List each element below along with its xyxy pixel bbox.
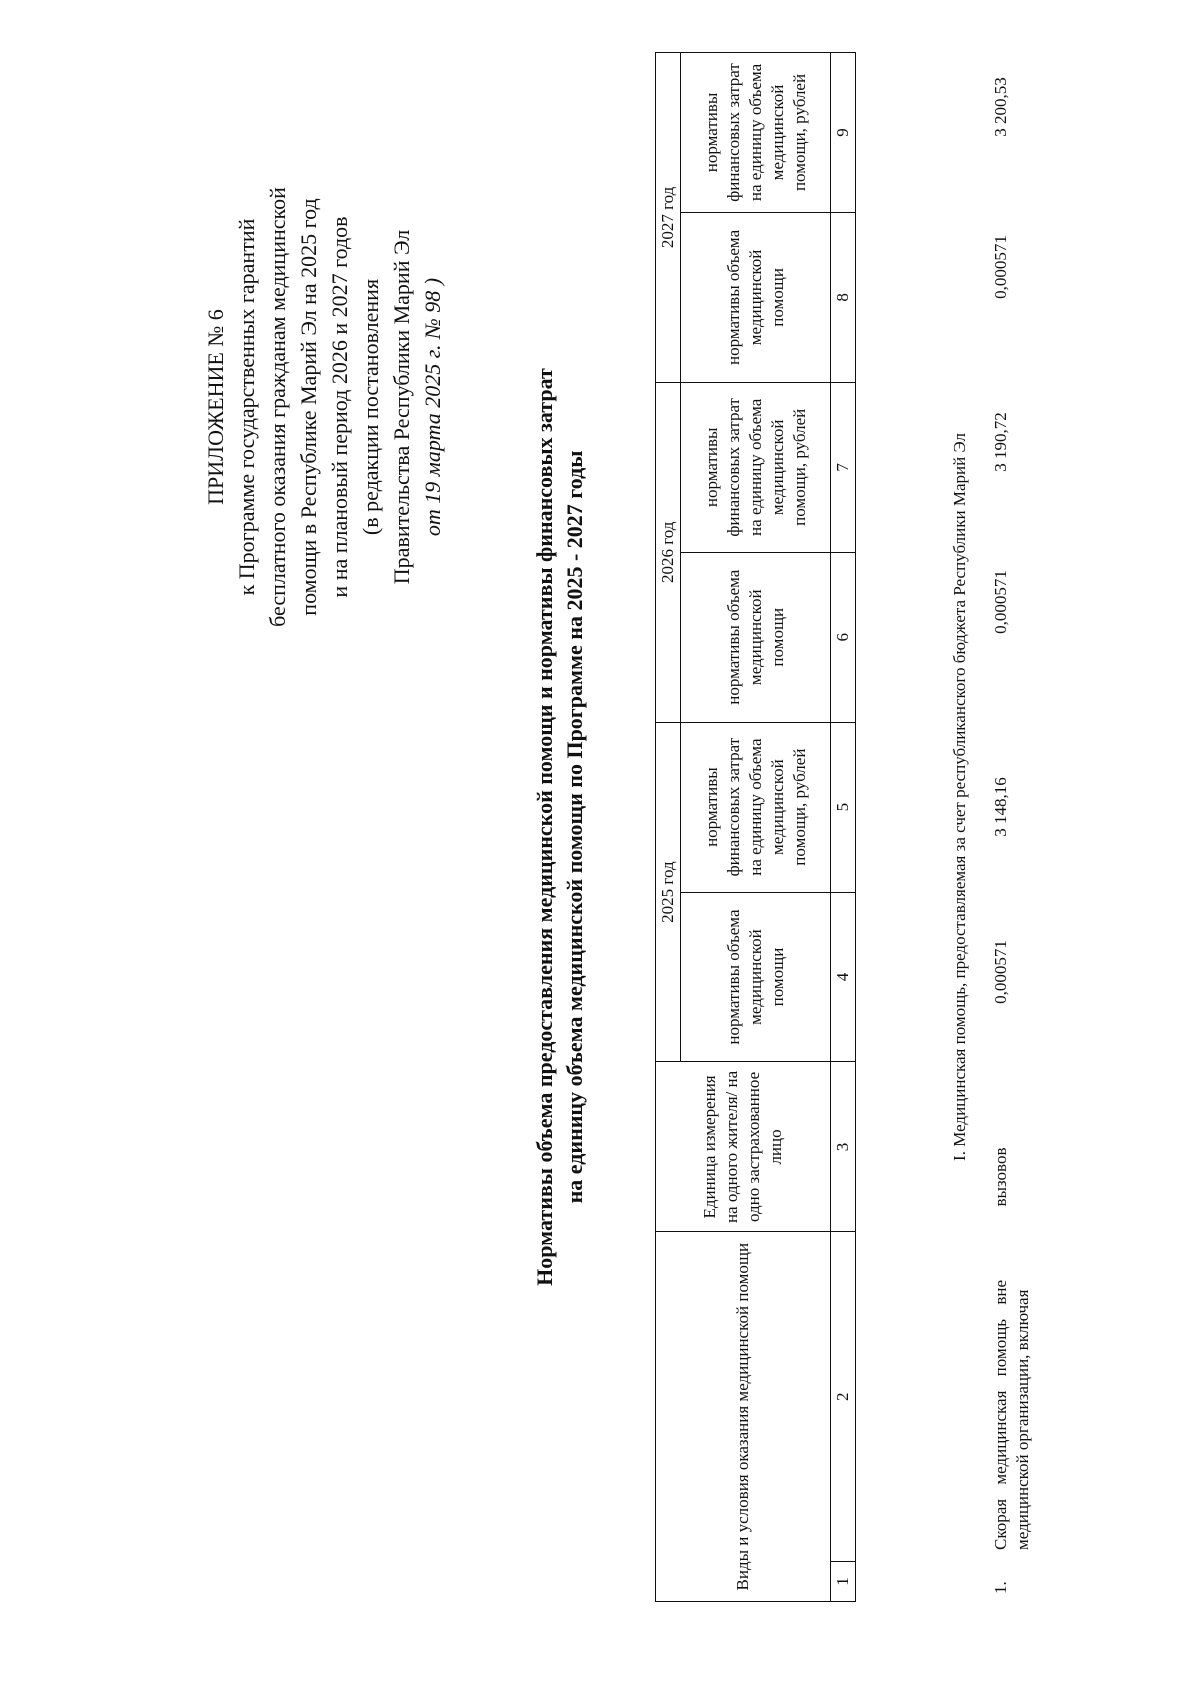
row-2027-volume: 0,000571	[991, 235, 1010, 299]
header-volume-2025: нормативы объема медицинской помощи	[681, 892, 831, 1062]
column-number: 3	[831, 1062, 856, 1232]
appendix-line: к Программе государственных гарантий	[234, 218, 259, 596]
row-2025-cost: 3 148,16	[991, 777, 1010, 837]
header-unit-cell	[656, 1062, 831, 1232]
column-number: 9	[831, 53, 856, 213]
appendix-date-line: от 19 марта 2025 г. № 98 )	[420, 277, 445, 537]
section-title: I. Медицинская помощь, предоставляемая за счет республиканского бюджета Республики Марий Эл	[950, 433, 969, 1161]
row-number: 1.	[991, 1581, 1010, 1594]
appendix-line: (в редакции постановления	[358, 278, 383, 536]
column-number: 2	[831, 1232, 856, 1562]
appendix-header	[200, 97, 448, 717]
header-year-2025: 2025 год	[656, 722, 681, 1062]
row-2026-cost: 3 190,72	[991, 412, 1010, 472]
row-2027-cost: 3 200,53	[991, 77, 1010, 137]
title-line-2: на единицу объема медицинской помощи по Программе на 2025 - 2027 годы	[562, 450, 587, 1204]
appendix-line: Правительства Республики Марий Эл	[389, 229, 414, 585]
header-cost-2026: нормативы финансовых затрат на единицу объема медицинской помощи, рублей	[681, 382, 831, 552]
appendix-line: и на плановый период 2026 и 2027 годов	[327, 216, 352, 598]
header-year-2027: 2027 год	[656, 53, 681, 383]
header-volume-2027: нормативы объема медицинской помощи	[681, 212, 831, 382]
column-number: 4	[831, 892, 856, 1062]
row-unit: вызовов	[991, 1147, 1010, 1207]
header-kind-cell	[656, 1232, 831, 1602]
header-cost-2025: нормативы финансовых затрат на единицу объема медицинской помощи, рублей	[681, 722, 831, 892]
column-number: 7	[831, 382, 856, 552]
norms-table	[655, 52, 856, 1602]
appendix-line: помощи в Республике Марий Эл на 2025 год	[296, 198, 321, 616]
column-number: 5	[831, 722, 856, 892]
column-numbers-row	[831, 53, 856, 1602]
row-2026-volume: 0,000571	[991, 570, 1010, 634]
header-volume-2026: нормативы объема медицинской помощи	[681, 552, 831, 722]
header-unit: Единица измерения на одного жителя/ на одно застрахованное лицо	[700, 1070, 785, 1224]
column-number: 1	[831, 1562, 856, 1602]
header-cost-2027: нормативы финансовых затрат на единицу объема медицинской помощи, рублей	[681, 53, 831, 213]
column-number: 8	[831, 212, 856, 382]
row-name: Скорая медицинская помощь вне медицинской организации, включая	[991, 1280, 1032, 1550]
document-title	[530, 37, 590, 1617]
row-2025-volume: 0,000571	[991, 940, 1010, 1004]
column-number: 6	[831, 552, 856, 722]
header-year-2026: 2026 год	[656, 382, 681, 722]
header-kind: Виды и условия оказания медицинской помощи	[733, 1242, 752, 1591]
appendix-line: бесплатного оказания гражданам медицинской	[265, 187, 290, 627]
title-line-1: Нормативы объема предоставления медицинской помощи и нормативы финансовых затрат	[532, 368, 557, 1286]
appendix-title: ПРИЛОЖЕНИЕ № 6	[203, 309, 228, 505]
